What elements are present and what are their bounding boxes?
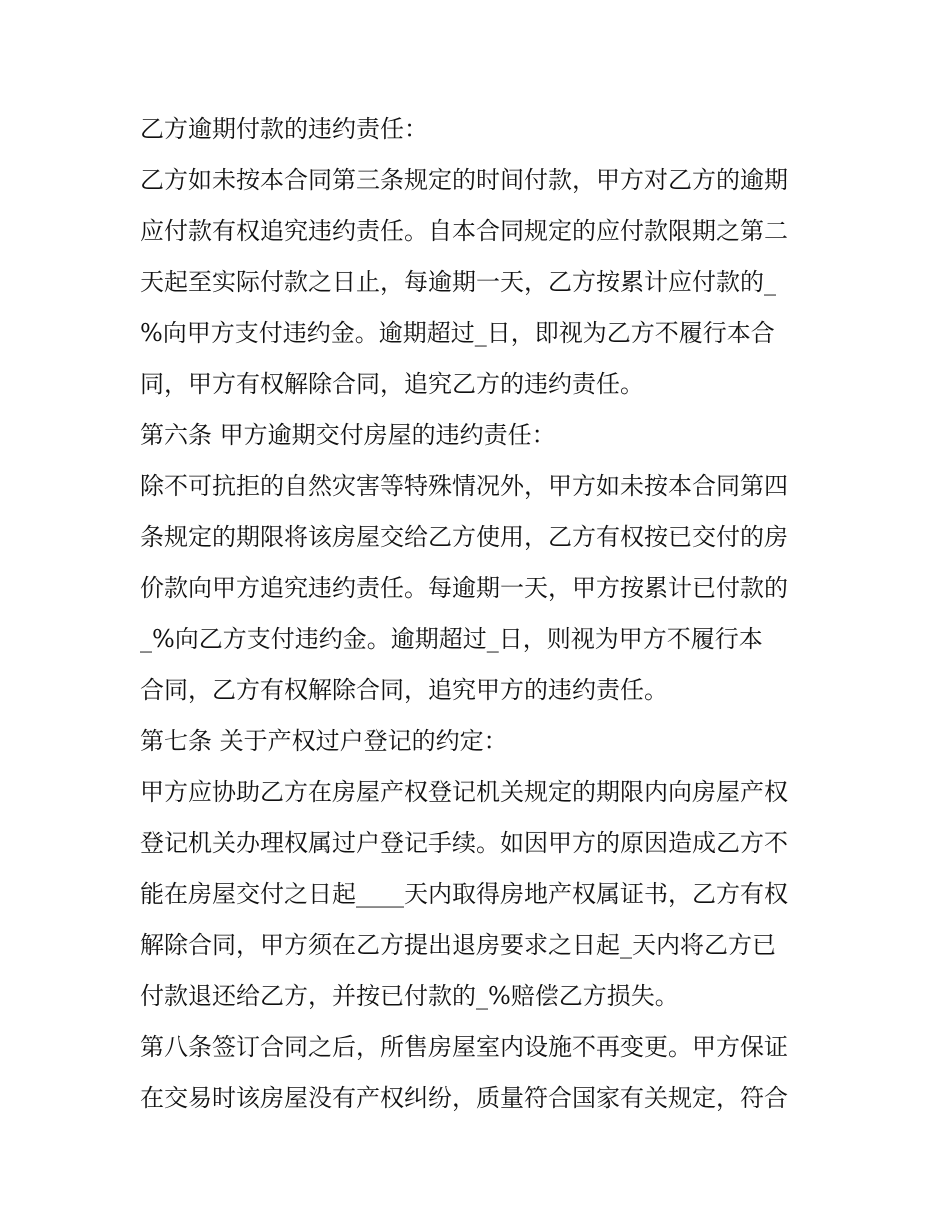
text-line: 乙方逾期付款的违约责任： bbox=[140, 115, 428, 143]
text-line: 价款向甲方追究违约责任。每逾期一天，甲方按累计已付款的 bbox=[140, 574, 788, 602]
text-line: 解除合同，甲方须在乙方提出退房要求之日起_天内将乙方已 bbox=[140, 931, 776, 959]
text-line: 条规定的期限将该房屋交给乙方使用，乙方有权按已交付的房 bbox=[140, 523, 788, 551]
text-line: 除不可抗拒的自然灾害等特殊情况外，甲方如未按本合同第四 bbox=[140, 472, 788, 500]
text-line: 在交易时该房屋没有产权纠纷，质量符合国家有关规定，符合 bbox=[140, 1084, 788, 1112]
text-line: 登记机关办理权属过户登记手续。如因甲方的原因造成乙方不 bbox=[140, 829, 788, 857]
text-line: %向甲方支付违约金。逾期超过_日，即视为乙方不履行本合 bbox=[140, 319, 775, 347]
text-line: 能在房屋交付之日起____天内取得房地产权属证书，乙方有权 bbox=[140, 880, 788, 908]
text-line: _%向乙方支付违约金。逾期超过_日，则视为甲方不履行本 bbox=[140, 625, 763, 653]
text-line: 天起至实际付款之日止，每逾期一天，乙方按累计应付款的_ bbox=[140, 268, 776, 296]
text-line: 乙方如未按本合同第三条规定的时间付款，甲方对乙方的逾期 bbox=[140, 166, 788, 194]
text-line: 合同，乙方有权解除合同，追究甲方的违约责任。 bbox=[140, 676, 668, 704]
text-line: 同，甲方有权解除合同，追究乙方的违约责任。 bbox=[140, 370, 644, 398]
section-heading: 第六条 甲方逾期交付房屋的违约责任： bbox=[140, 421, 556, 449]
document-body bbox=[140, 104, 820, 1124]
text-line: 付款退还给乙方，并按已付款的_%赔偿乙方损失。 bbox=[140, 982, 679, 1010]
section-heading: 第八条签订合同之后，所售房屋室内设施不再变更。甲方保证 bbox=[140, 1033, 788, 1061]
text-line: 应付款有权追究违约责任。自本合同规定的应付款限期之第二 bbox=[140, 217, 788, 245]
text-line: 甲方应协助乙方在房屋产权登记机关规定的期限内向房屋产权 bbox=[140, 778, 788, 806]
section-heading: 第七条 关于产权过户登记的约定： bbox=[140, 727, 508, 755]
